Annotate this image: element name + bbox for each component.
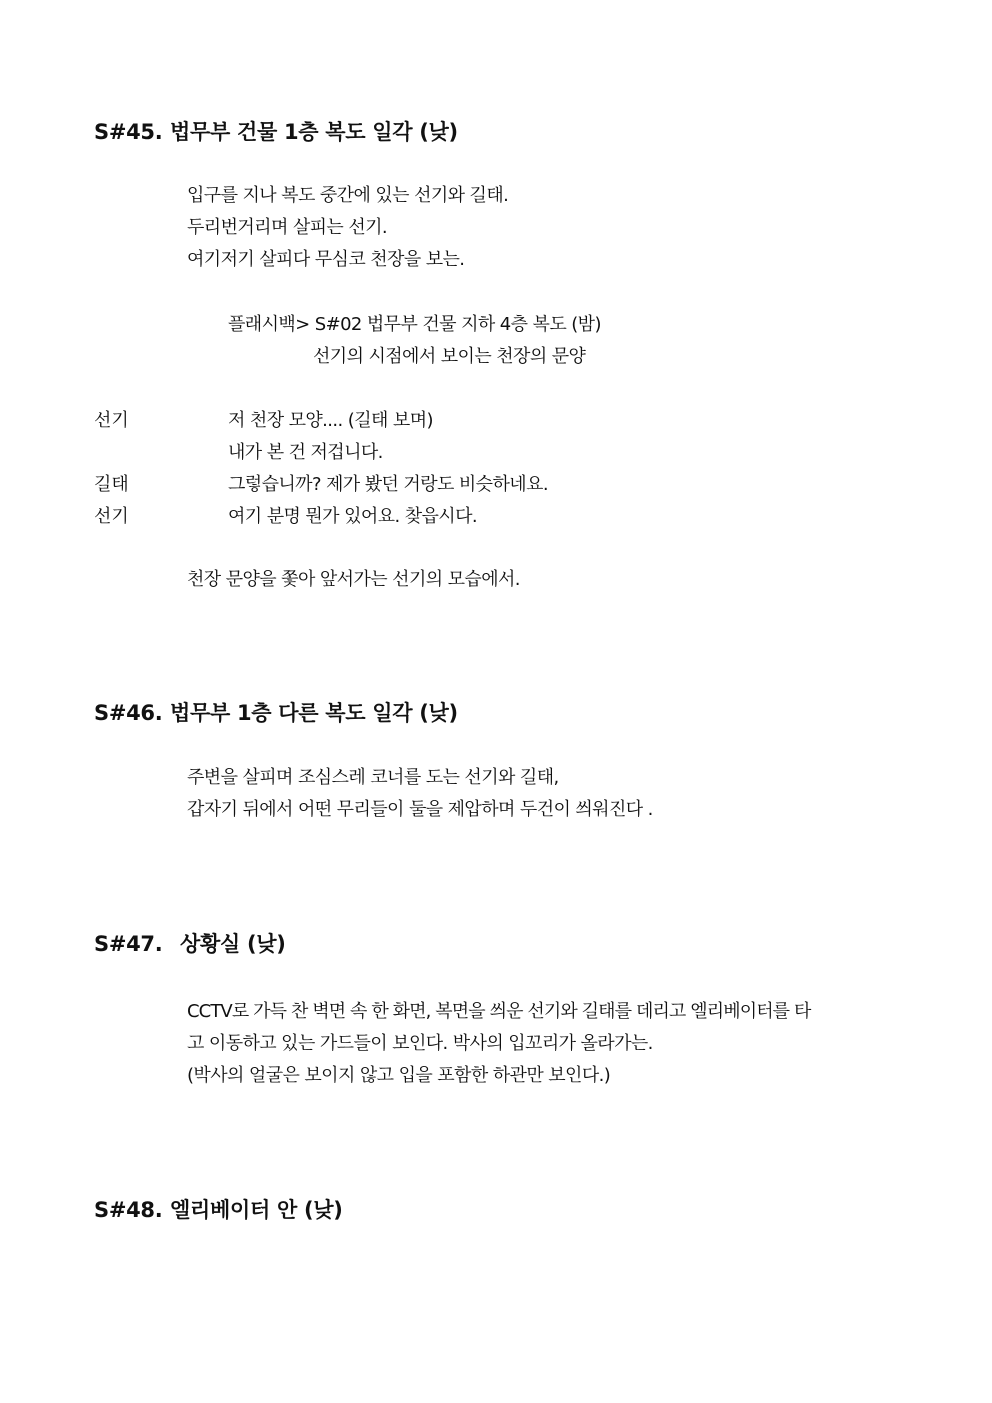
scene-heading-45 (94, 116, 458, 146)
action-line: 두리번거리며 살피는 선기. (187, 217, 388, 238)
scene-number: S#45. (94, 120, 163, 144)
flashback-line: 플래시백> S#02 법무부 건물 지하 4층 복도 (밤) (228, 314, 601, 335)
scene-number: S#47. (94, 932, 163, 956)
action-line: CCTV로 가득 찬 벽면 속 한 화면, 복면을 씌운 선기와 길태를 데리고 엘리베이터를 타 (187, 1001, 811, 1022)
scene-title: 법무부 1층 다른 복도 일각 (낮) (170, 701, 458, 725)
scene-title: 상황실 (낮) (180, 932, 286, 956)
action-line: 여기저기 살피다 무심코 천장을 보는. (187, 249, 465, 270)
dialogue-line: 여기 분명 뭔가 있어요. 찾읍시다. (228, 506, 477, 527)
scene-heading-48 (94, 1194, 343, 1224)
scene-title: 법무부 건물 1층 복도 일각 (낮) (170, 120, 458, 144)
dialogue-speaker: 선기 (94, 506, 129, 527)
scene-heading-47 (94, 928, 286, 958)
dialogue-speaker: 길태 (94, 474, 129, 495)
scene-number: S#46. (94, 701, 163, 725)
scene-number: S#48. (94, 1198, 163, 1222)
dialogue-line: 그렇습니까? 제가 봤던 거랑도 비슷하네요. (228, 474, 548, 495)
dialogue-line: 내가 본 건 저겁니다. (228, 442, 383, 463)
action-line: 갑자기 뒤에서 어떤 무리들이 둘을 제압하며 두건이 씌워진다 . (187, 799, 653, 820)
action-line: 입구를 지나 복도 중간에 있는 선기와 길태. (187, 185, 509, 206)
action-line: 천장 문양을 쫓아 앞서가는 선기의 모습에서. (187, 569, 520, 590)
flashback-line: 선기의 시점에서 보이는 천장의 문양 (313, 346, 586, 367)
scene-title: 엘리베이터 안 (낮) (170, 1198, 343, 1222)
scene-heading-46 (94, 697, 458, 727)
dialogue-speaker: 선기 (94, 410, 129, 431)
dialogue-line: 저 천장 모양.... (길태 보며) (228, 410, 433, 431)
action-line: 고 이동하고 있는 가드들이 보인다. 박사의 입꼬리가 올라가는. (187, 1033, 653, 1054)
action-line: 주변을 살피며 조심스레 코너를 도는 선기와 길태, (187, 767, 559, 788)
action-line: (박사의 얼굴은 보이지 않고 입을 포함한 하관만 보인다.) (187, 1065, 611, 1086)
